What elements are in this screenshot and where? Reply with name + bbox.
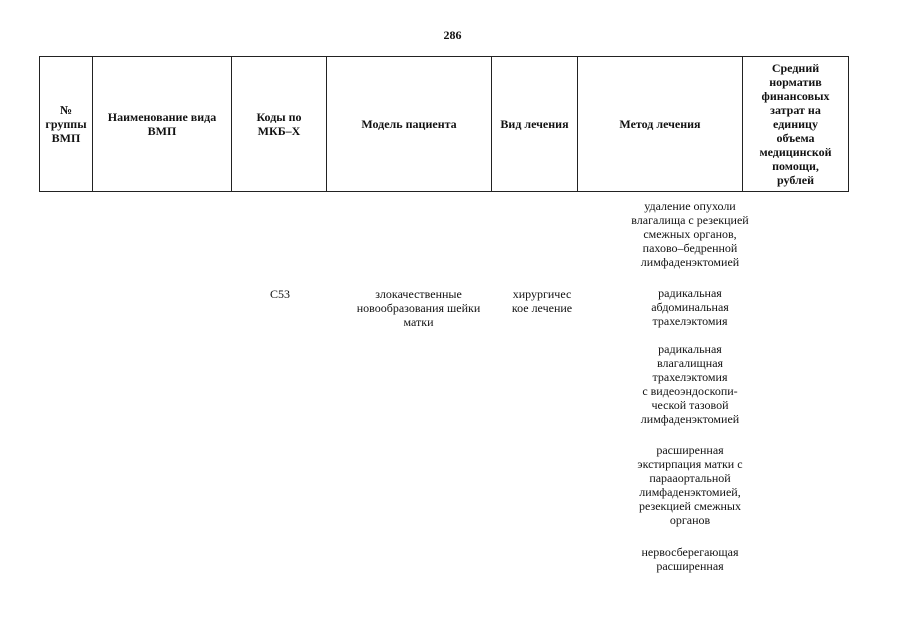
header-treatment-method: Метод лечения [578, 57, 743, 192]
method-item: удаление опухоли влагалища с резекцией смежных органов, пахово–бедренной лимфаденэктомией [631, 199, 749, 269]
page-number: 286 [443, 28, 462, 42]
table-header [39, 56, 849, 192]
header-row [40, 57, 849, 192]
method-item: нервосберегающая расширенная [641, 545, 739, 573]
method-item: радикальная влагалищная трахелэктомия с видеоэндоскопи- ческой тазовой лимфаденэктомией [640, 342, 740, 426]
header-icd-codes: Коды по МКБ–Х [232, 57, 327, 192]
header-group-number: № группы ВМП [40, 57, 93, 192]
method-item: расширенная экстирпация матки с параaортальной лимфаденэктомией, резекцией смежных органов [637, 443, 743, 527]
header-patient-model: Модель пациента [327, 57, 492, 192]
patient-model: злокачественные новообразования шейки матки [356, 287, 481, 329]
header-treatment-type: Вид лечения [492, 57, 578, 192]
header-vmp-name: Наименование вида ВМП [93, 57, 232, 192]
method-item: радикальная абдоминальная трахелэктомия [651, 286, 729, 328]
treatment-type: хирургичес кое лечение [511, 287, 573, 315]
header-financial-norm: Средний норматив финансовых затрат на единицу объема медицинской помощи, рублей [743, 57, 849, 192]
icd-code: C53 [269, 287, 290, 301]
